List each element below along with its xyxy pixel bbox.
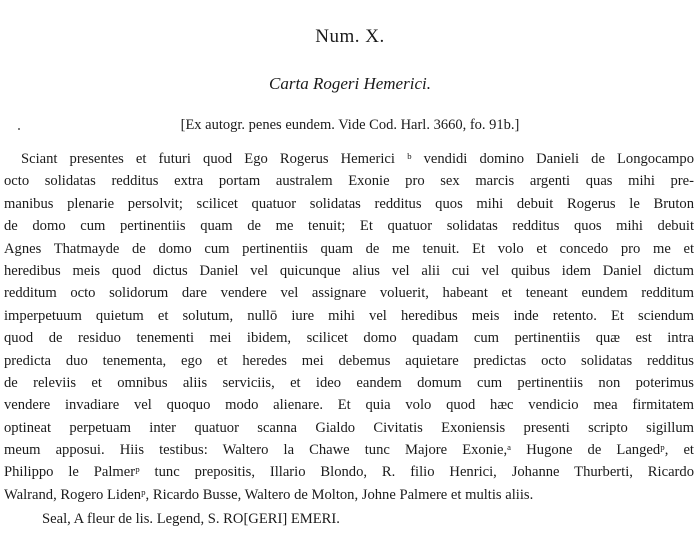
seal-description: Seal, A fleur de lis. Legend, S. RO[GERI] EMERI. bbox=[42, 511, 340, 527]
text-line: de domo cum pertinentiis quam de me tenuit; Et quatuor solidatas redditus quos mihi debuit bbox=[4, 218, 694, 235]
text-line: meum apposui. Hiis testibus: Waltero la Chawe tunc Majore Exonie,ᵃ Hugone de Langedᵖ, et bbox=[4, 442, 694, 459]
text-line: Philippo le Palmerᵖ tunc prepositis, Illario Blondo, R. filio Henrici, Johanne Thurberti, Ricardo bbox=[4, 464, 694, 481]
text-line: octo solidatas redditus extra portam australem Exonie pro sex marcis argenti quas mihi pre- bbox=[4, 173, 694, 190]
text-line: imperpetuum quietum et solutum, nullō iure mihi vel heredibus meis inde retento. Et sciendum bbox=[4, 307, 694, 324]
text-line: Agnes Thatmayde de domo cum pertinentiis quam de me tenuit. Et volo et concedo pro me et bbox=[4, 240, 694, 257]
text-line: manibus plenarie persolvit; scilicet quatuor solidatas redditus quos mihi debuit Rogerus le Bruton bbox=[4, 195, 694, 212]
text-line: predicta duo tenementa, ego et heredes mei debemus aquietare predictas octo solidatas redditus bbox=[4, 352, 694, 369]
document-number-heading: Num. X. bbox=[315, 26, 385, 47]
text-line: vendere invadiare vel quoquo modo alienare. Et quia volo quod hæc vendicio mea firmitatem bbox=[4, 397, 694, 414]
print-speck bbox=[18, 128, 20, 130]
source-note: [Ex autogr. penes eundem. Vide Cod. Harl. 3660, fo. 91b.] bbox=[180, 117, 520, 133]
text-line: heredibus meis quod dictus Daniel vel quicunque alius vel alii cui vel quibus idem Daniel dictum bbox=[4, 262, 694, 279]
charter-text bbox=[4, 148, 694, 506]
text-line: redditum octo solidorum dare vendere vel assignare voluerit, habeant et teneant eundem redditum bbox=[4, 285, 694, 302]
text-line: Walrand, Rogero Lidenᵖ, Ricardo Busse, Waltero de Molton, Johne Palmere et multis aliis. bbox=[4, 486, 534, 503]
text-line: optineat perpetuam inter quatuor scanna Gialdo Civitatis Exoniensis presenti scripto sigillum bbox=[4, 419, 694, 436]
text-line: Sciant presentes et futuri quod Ego Rogerus Hemerici ᵇ vendidi domino Danieli de Longocampo bbox=[21, 151, 694, 167]
text-line: quod de residuo tenementi mei ibidem, scilicet domo quadam cum pertinentiis quæ est intra bbox=[4, 330, 694, 347]
charter-title: Carta Rogeri Hemerici. bbox=[269, 74, 431, 93]
text-line: de releviis et omnibus aliis serviciis, et ideo eandem domum cum pertinentiis non poterimus bbox=[4, 374, 694, 391]
